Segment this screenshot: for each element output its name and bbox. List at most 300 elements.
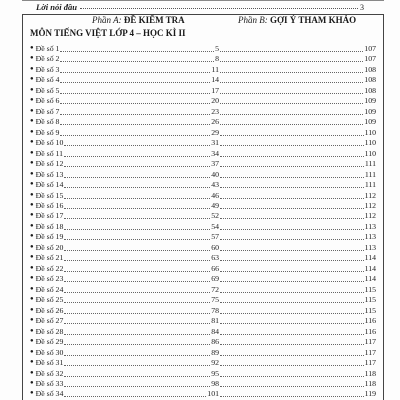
leader-dots [60, 82, 210, 83]
exam-entry[interactable] [30, 264, 219, 274]
leader-dots [64, 208, 210, 209]
list-item[interactable] [30, 54, 376, 64]
bullet-icon: ● [30, 264, 34, 271]
leader-dots [220, 198, 364, 199]
leader-dots [60, 114, 210, 115]
bullet-icon: ● [30, 296, 34, 303]
bullet-icon: ● [30, 76, 34, 83]
list-item[interactable] [30, 358, 376, 368]
exam-entry[interactable] [30, 191, 219, 201]
answer-page-number: 108 [364, 75, 376, 85]
bullet-icon: ● [30, 222, 34, 229]
answer-page-number: 110 [364, 148, 376, 158]
preface-label: Lời nói đầu [36, 2, 77, 12]
bullet-icon: ● [30, 254, 34, 261]
answer-page-number: 107 [364, 54, 376, 64]
entry-label: Đề số 15 [35, 190, 64, 200]
list-item[interactable] [30, 337, 376, 347]
leader-dots [64, 250, 210, 251]
exam-page-number: 63 [211, 253, 219, 263]
leader-dots [220, 313, 364, 314]
part-a-heading [92, 15, 185, 25]
answer-page-number: 118 [364, 368, 376, 378]
answer-page-number: 108 [364, 85, 376, 95]
leader-dots [64, 166, 210, 167]
exam-page-number: 34 [211, 148, 219, 158]
answer-page-number: 119 [364, 389, 376, 399]
exam-entry[interactable] [30, 243, 219, 253]
exam-entry[interactable] [30, 389, 219, 399]
bullet-icon: ● [30, 160, 34, 167]
exam-page-number: 92 [211, 358, 219, 368]
answer-page-number: 114 [364, 263, 376, 273]
entry-label: Đề số 22 [35, 263, 64, 273]
leader-dots [220, 281, 364, 282]
entry-label: Đề số 33 [35, 378, 64, 388]
bullet-icon: ● [30, 149, 34, 156]
bullet-icon: ● [30, 191, 34, 198]
leader-dots [64, 187, 210, 188]
entry-label: Đề số 20 [35, 242, 64, 252]
leader-dots [64, 281, 210, 282]
exam-entry[interactable] [30, 379, 219, 389]
answer-entry[interactable] [219, 253, 376, 263]
leader-dots [220, 334, 364, 335]
list-item[interactable] [30, 169, 376, 179]
exam-entry[interactable] [30, 149, 219, 159]
answer-entry[interactable] [219, 379, 376, 389]
list-item[interactable] [30, 180, 376, 190]
leader-dots [64, 198, 210, 199]
leader-dots [220, 135, 364, 136]
list-item[interactable] [30, 316, 376, 326]
entry-label: Đề số 8 [35, 117, 60, 127]
leader-dots [220, 156, 364, 157]
exam-entry[interactable] [30, 337, 219, 347]
exam-page-number: 75 [211, 295, 219, 305]
entry-label: Đề số 23 [35, 274, 64, 284]
bullet-icon: ● [30, 65, 34, 72]
answer-page-number: 111 [364, 169, 376, 179]
exam-entry[interactable] [30, 44, 219, 54]
answer-entry[interactable] [219, 107, 376, 117]
answer-entry[interactable] [219, 170, 376, 180]
answer-page-number: 111 [364, 159, 376, 169]
exam-page-number: 43 [211, 180, 219, 190]
list-item[interactable] [30, 284, 376, 294]
exam-page-number: 23 [211, 106, 219, 116]
exam-entry[interactable] [30, 295, 219, 305]
bullet-icon: ● [30, 306, 34, 313]
answer-entry[interactable] [219, 306, 376, 316]
answer-entry[interactable] [219, 232, 376, 242]
exam-entry[interactable] [30, 180, 219, 190]
answer-page-number: 108 [364, 64, 376, 74]
answer-entry[interactable] [219, 316, 376, 326]
answer-page-number: 114 [364, 253, 376, 263]
answer-entry[interactable] [219, 75, 376, 85]
exam-page-number: 46 [211, 190, 219, 200]
entry-label: Đề số 32 [35, 368, 64, 378]
exam-entry[interactable] [30, 96, 219, 106]
exam-entry[interactable] [30, 65, 219, 75]
answer-entry[interactable] [219, 180, 376, 190]
list-item[interactable] [30, 232, 376, 242]
exam-page-number: 101 [207, 389, 219, 399]
bullet-icon: ● [30, 317, 34, 324]
exam-page-number: 37 [211, 159, 219, 169]
bullet-icon: ● [30, 97, 34, 104]
leader-dots [220, 292, 364, 293]
exam-page-number: 66 [211, 263, 219, 273]
answer-page-number: 115 [364, 295, 376, 305]
list-item[interactable] [30, 138, 376, 148]
exam-entry[interactable] [30, 285, 219, 295]
answer-entry[interactable] [219, 348, 376, 358]
exam-page-number: 14 [211, 75, 219, 85]
exam-page-number: 95 [211, 368, 219, 378]
bullet-icon: ● [30, 285, 34, 292]
answer-page-number: 116 [364, 316, 376, 326]
bullet-icon: ● [30, 338, 34, 345]
exam-entry[interactable] [30, 75, 219, 85]
answer-entry[interactable] [219, 243, 376, 253]
leader-dots [220, 386, 364, 387]
answer-page-number: 112 [364, 211, 376, 221]
entry-label: Đề số 12 [35, 159, 64, 169]
entry-label: Đề số 31 [35, 358, 64, 368]
exam-page-number: 98 [211, 378, 219, 388]
answer-entry[interactable] [219, 222, 376, 232]
answer-page-number: 115 [364, 305, 376, 315]
list-item[interactable] [30, 253, 376, 263]
answer-entry[interactable] [219, 54, 376, 64]
leader-dots [64, 292, 210, 293]
answer-entry[interactable] [219, 138, 376, 148]
entry-label: Đề số 7 [35, 106, 60, 116]
leader-dots [64, 145, 210, 146]
answer-entry[interactable] [219, 285, 376, 295]
list-item[interactable] [30, 201, 376, 211]
exam-page-number: 20 [211, 96, 219, 106]
leader-dots [220, 82, 363, 83]
leader-dots [220, 396, 364, 397]
list-item[interactable] [30, 44, 376, 54]
answer-entry[interactable] [219, 128, 376, 138]
exam-entry[interactable] [30, 348, 219, 358]
bullet-icon: ● [30, 107, 34, 114]
answer-page-number: 112 [364, 201, 376, 210]
exam-page-number: 78 [211, 305, 219, 315]
entry-label: Đề số 34 [35, 389, 64, 399]
leader-dots [64, 156, 210, 157]
entry-label: Đề số 27 [35, 316, 64, 326]
answer-entry[interactable] [219, 117, 376, 127]
leader-dots [220, 271, 364, 272]
list-item[interactable] [30, 263, 376, 273]
entry-label: Đề số 17 [35, 211, 64, 221]
exam-page-number: 72 [211, 284, 219, 294]
exam-page-number: 84 [211, 326, 219, 336]
bullet-icon: ● [30, 390, 34, 397]
entry-label: Đề số 13 [35, 169, 64, 179]
answer-entry[interactable] [219, 337, 376, 347]
exam-page-number: 8 [215, 54, 219, 64]
answer-entry[interactable] [219, 191, 376, 201]
entry-label: Đề số 10 [35, 138, 64, 148]
leader-dots [220, 103, 363, 104]
exam-entry[interactable] [30, 128, 219, 138]
answer-entry[interactable] [219, 358, 376, 368]
exam-entry[interactable] [30, 232, 219, 242]
bullet-icon: ● [30, 359, 34, 366]
answer-page-number: 117 [364, 347, 376, 357]
exam-entry[interactable] [30, 222, 219, 232]
answer-page-number: 118 [364, 378, 376, 388]
leader-dots [220, 260, 364, 261]
leader-dots [64, 313, 210, 314]
answer-page-number: 113 [364, 242, 376, 252]
leader-dots [220, 302, 364, 303]
answer-entry[interactable] [219, 65, 376, 75]
exam-entry[interactable] [30, 201, 219, 211]
leader-dots [64, 323, 210, 324]
entry-label: Đề số 28 [35, 326, 64, 336]
list-item[interactable] [30, 75, 376, 85]
exam-page-number: 17 [211, 85, 219, 95]
bullet-icon: ● [30, 275, 34, 282]
answer-page-number: 107 [364, 43, 376, 53]
exam-page-number: 11 [211, 64, 219, 74]
exam-page-number: 57 [211, 232, 219, 242]
answer-page-number: 109 [364, 106, 376, 116]
entry-label: Đề số 16 [35, 201, 64, 210]
leader-dots [220, 365, 364, 366]
leader-dots [220, 51, 363, 52]
entry-label: Đề số 4 [35, 75, 60, 85]
exam-entry[interactable] [30, 316, 219, 326]
bullet-icon: ● [30, 327, 34, 334]
list-item[interactable] [30, 389, 376, 399]
bullet-icon: ● [30, 233, 34, 240]
answer-entry[interactable] [219, 274, 376, 284]
answer-entry[interactable] [219, 149, 376, 159]
leader-dots [60, 93, 210, 94]
exam-entry[interactable] [30, 138, 219, 148]
leader-dots [64, 260, 210, 261]
exam-entry[interactable] [30, 159, 219, 169]
contents-list [30, 44, 376, 400]
leader-dots [64, 344, 210, 345]
bullet-icon: ● [30, 170, 34, 177]
exam-entry[interactable] [30, 107, 219, 117]
list-item[interactable] [30, 242, 376, 252]
answer-entry[interactable] [219, 44, 376, 54]
leader-dots [220, 355, 364, 356]
exam-page-number: 86 [211, 337, 219, 347]
leader-dots [64, 396, 206, 397]
entry-label: Đề số 21 [35, 253, 64, 263]
leader-dots [64, 386, 210, 387]
bullet-icon: ● [30, 128, 34, 135]
exam-page-number: 52 [211, 211, 219, 221]
answer-entry[interactable] [219, 369, 376, 379]
leader-dots [64, 271, 210, 272]
exam-entry[interactable] [30, 369, 219, 379]
preface-entry[interactable] [36, 0, 364, 12]
entry-label: Đề số 1 [35, 43, 60, 53]
leader-dots [220, 250, 364, 251]
answer-entry[interactable] [219, 264, 376, 274]
bullet-icon: ● [30, 86, 34, 93]
exam-page-number: 5 [215, 43, 219, 53]
exam-page-number: 81 [211, 316, 219, 326]
answer-entry[interactable] [219, 96, 376, 106]
bullet-icon: ● [30, 202, 34, 208]
list-item[interactable] [30, 85, 376, 95]
bullet-icon: ● [30, 212, 34, 219]
answer-page-number: 112 [364, 190, 376, 200]
bullet-icon: ● [30, 348, 34, 355]
exam-entry[interactable] [30, 86, 219, 96]
entry-label: Đề số 6 [35, 96, 60, 106]
answer-page-number: 113 [364, 221, 376, 231]
exam-page-number: 89 [211, 347, 219, 357]
part-b-prefix: Phần B: [238, 15, 268, 25]
list-item[interactable] [30, 148, 376, 158]
list-item[interactable] [30, 368, 376, 378]
list-item[interactable] [30, 221, 376, 231]
exam-entry[interactable] [30, 358, 219, 368]
leader-dots [60, 51, 214, 52]
answer-page-number: 111 [364, 180, 376, 190]
list-item[interactable] [30, 159, 376, 169]
leader-dots [60, 124, 210, 125]
answer-entry[interactable] [219, 211, 376, 221]
answer-entry[interactable] [219, 86, 376, 96]
leader-dots [220, 229, 364, 230]
leader-dots [64, 229, 210, 230]
leader-dots [60, 61, 214, 62]
bullet-icon: ● [30, 55, 34, 62]
bullet-icon: ● [30, 181, 34, 188]
bullet-icon: ● [30, 118, 34, 125]
part-b-heading [238, 15, 356, 25]
exam-entry[interactable] [30, 211, 219, 221]
list-item[interactable] [30, 96, 376, 106]
entry-label: Đề số 24 [35, 284, 64, 294]
exam-entry[interactable] [30, 54, 219, 64]
leader-dots [220, 145, 364, 146]
entry-label: Đề số 9 [35, 127, 60, 137]
leader-dots [64, 376, 210, 377]
leader-dots [220, 72, 363, 73]
list-item[interactable] [30, 211, 376, 221]
list-item[interactable] [30, 64, 376, 74]
leader-dots [220, 323, 364, 324]
list-item[interactable] [30, 347, 376, 357]
list-item[interactable] [30, 305, 376, 315]
answer-page-number: 109 [364, 117, 376, 127]
answer-entry[interactable] [219, 201, 376, 211]
exam-entry[interactable] [30, 306, 219, 316]
answer-page-number: 115 [364, 284, 376, 294]
leader-dots [80, 8, 358, 9]
answer-page-number: 117 [364, 358, 376, 368]
leader-dots [64, 355, 210, 356]
exam-page-number: 54 [211, 221, 219, 231]
exam-entry[interactable] [30, 327, 219, 337]
entry-label: Đề số 30 [35, 347, 64, 357]
bullet-icon: ● [30, 44, 34, 51]
entry-label: Đề số 3 [35, 64, 60, 74]
leader-dots [64, 334, 210, 335]
answer-entry[interactable] [219, 327, 376, 337]
exam-page-number: 26 [211, 117, 219, 127]
list-item[interactable] [30, 295, 376, 305]
answer-page-number: 110 [364, 138, 376, 148]
leader-dots [220, 376, 364, 377]
answer-entry[interactable] [219, 295, 376, 305]
exam-page-number: 60 [211, 242, 219, 252]
part-b-title: GỢI Ý THAM KHẢO [270, 15, 357, 25]
exam-entry[interactable] [30, 274, 219, 284]
list-item[interactable] [30, 127, 376, 137]
answer-page-number: 109 [364, 96, 376, 106]
answer-entry[interactable] [219, 159, 376, 169]
leader-dots [64, 218, 210, 219]
leader-dots [64, 302, 210, 303]
exam-entry[interactable] [30, 117, 219, 127]
answer-page-number: 116 [364, 326, 376, 336]
answer-entry[interactable] [219, 389, 376, 399]
leader-dots [220, 208, 364, 209]
list-item[interactable] [30, 326, 376, 336]
leader-dots [220, 239, 364, 240]
entry-label: Đề số 25 [35, 295, 64, 305]
exam-page-number: 69 [211, 274, 219, 284]
leader-dots [220, 114, 363, 115]
leader-dots [64, 365, 210, 366]
part-a-title: ĐỀ KIỂM TRA [123, 15, 185, 25]
leader-dots [220, 177, 364, 178]
leader-dots [60, 135, 210, 136]
list-item[interactable] [30, 379, 376, 389]
list-item[interactable] [30, 106, 376, 116]
leader-dots [60, 72, 210, 73]
answer-page-number: 114 [364, 274, 376, 284]
list-item[interactable] [30, 274, 376, 284]
leader-dots [220, 218, 364, 219]
list-item[interactable] [30, 117, 376, 127]
answer-page-number: 117 [364, 337, 376, 347]
bullet-icon: ● [30, 379, 34, 386]
exam-entry[interactable] [30, 170, 219, 180]
leader-dots [60, 103, 210, 104]
entry-label: Đề số 18 [35, 221, 64, 231]
entry-label: Đề số 26 [35, 305, 64, 315]
entry-label: Đề số 29 [35, 337, 64, 347]
exam-page-number: 49 [211, 201, 219, 210]
exam-entry[interactable] [30, 253, 219, 263]
exam-page-number: 40 [211, 169, 219, 179]
leader-dots [64, 177, 210, 178]
entry-label: Đề số 2 [35, 54, 60, 64]
leader-dots [220, 124, 363, 125]
exam-page-number: 31 [211, 138, 219, 148]
preface-page: 3 [360, 3, 364, 12]
list-item[interactable] [30, 190, 376, 200]
